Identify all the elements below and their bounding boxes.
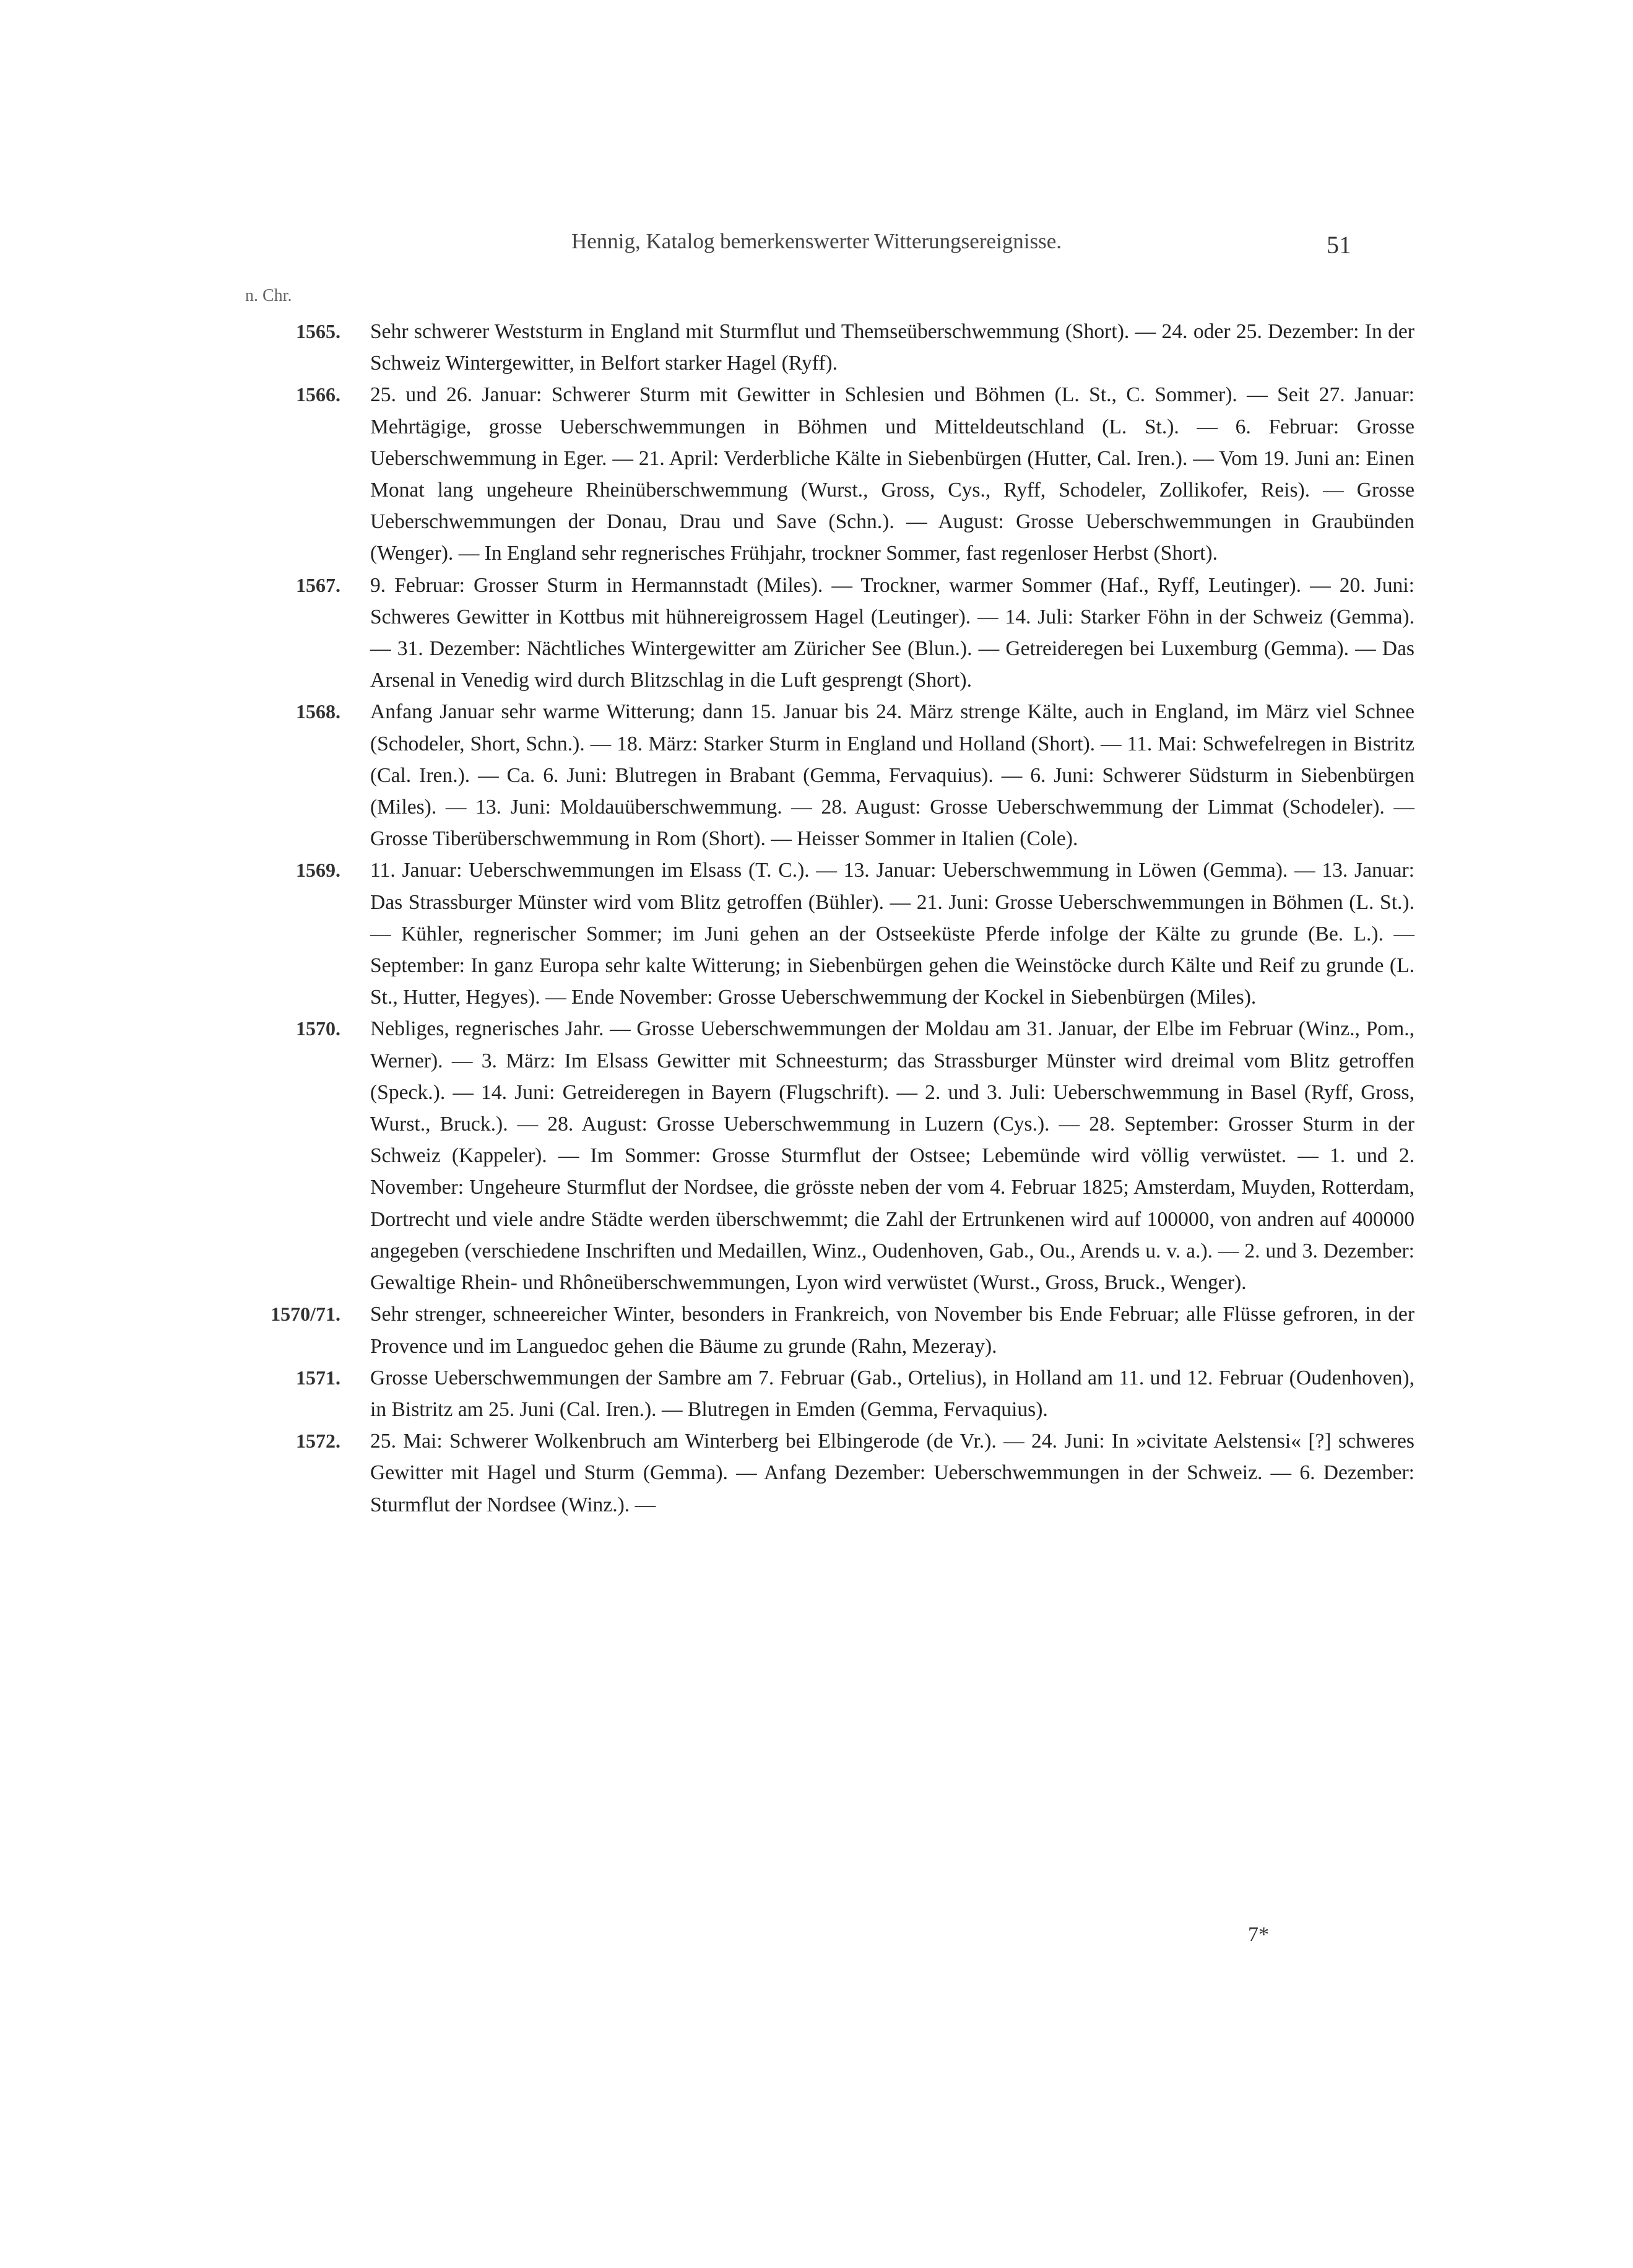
signature-mark: 7*	[1248, 1923, 1269, 1946]
era-label: n. Chr.	[245, 286, 292, 305]
entry-text: Sehr schwerer Weststurm in England mit Sturmflut und Themseüberschwemmung (Short). — 24. oder 25. Dezember: In der Schweiz Wintergewitter, in Belfort starker Hagel (Ryff).	[370, 320, 1414, 375]
entry-1567	[235, 570, 1414, 697]
entry-year: 1568.	[296, 700, 340, 723]
entry-1570	[235, 1013, 1414, 1298]
entry-year: 1571.	[296, 1366, 340, 1389]
entry-year: 1572.	[296, 1430, 340, 1453]
entry-text: Nebliges, regnerisches Jahr. — Grosse Ueberschwemmungen der Moldau am 31. Januar, der Elbe im Februar (Winz., Pom., Werner). — 3. März: Im Elsass Gewitter mit Schneesturm; das Strassburger Münster wird dreimal vom Blitz getroffen (Speck.). — 14. Juni: Getreideregen in Bayern (Flugschrift). — 2. und 3. Juli: Ueberschwemmung in Basel (Ryff, Gross, Wurst., Bruck.). — 28. August: Grosse Ueberschwemmung in Luzern (Cys.). — 28. September: Grosser Sturm in der Schweiz (Kappeler). — Im Sommer: Grosse Sturmflut der Ostsee; Lebemünde wird völlig verwüstet. — 1. und 2. November: Ungeheure Sturmflut der Nordsee, die grösste neben der vom 4. Februar 1825; Amsterdam, Muyden, Rotterdam, Dortrecht und viele andre Städte werden überschwemmt; die Zahl der Ertrunkenen wird auf 100000, von andren auf 400000 angegeben (verschiedene Inschriften und Medaillen, Winz., Oudenhoven, Gab., Ou., Arends u. v. a.). — 2. und 3. Dezember: Gewaltige Rhein- und Rhôneüberschwemmungen, Lyon wird verwüstet (Wurst., Gross, Bruck., Wenger).	[370, 1017, 1414, 1295]
entry-text: 9. Februar: Grosser Sturm in Hermannstadt (Miles). — Trockner, warmer Sommer (Haf., Ryff, Leutinger). — 20. Juni: Schweres Gewitter in Kottbus mit hühnereigrossem Hagel (Leutinger). — 14. Juli: Starker Föhn in der Schweiz (Gemma). — 31. Dezember: Nächtliches Wintergewitter am Züricher See (Blun.). — Getreideregen bei Luxemburg (Gemma). — Das Arsenal in Venedig wird durch Blitzschlag in die Luft gesprengt (Short).	[370, 573, 1414, 692]
entry-1568	[235, 696, 1414, 854]
entry-text: Grosse Ueberschwemmungen der Sambre am 7. Februar (Gab., Ortelius), in Holland am 11. und 12. Februar (Oudenhoven), in Bistritz am 25. Juni (Cal. Iren.). — Blutregen in Emden (Gemma, Fervaquius).	[370, 1366, 1414, 1421]
entry-text: 25. Mai: Schwerer Wolkenbruch am Winterberg bei Elbingerode (de Vr.). — 24. Juni: In »civitate Aelstensi« [?] schweres Gewitter mit Hagel und Sturm (Gemma). — Anfang Dezember: Ueberschwemmungen in der Schweiz. — 6. Dezember: Sturmflut der Nordsee (Winz.). —	[370, 1430, 1414, 1516]
entry-text: 25. und 26. Januar: Schwerer Sturm mit Gewitter in Schlesien und Böhmen (L. St., C. Sommer). — Seit 27. Januar: Mehrtägige, grosse Ueberschwemmungen in Böhmen und Mitteldeutschland (L. St.). — 6. Februar: Grosse Ueberschwemmung in Eger. — 21. April: Verderbliche Kälte in Siebenbürgen (Hutter, Cal. Iren.). — Vom 19. Juni an: Einen Monat lang ungeheure Rheinüberschwemmung (Wurst., Gross, Cys., Ryff, Schodeler, Zollikofer, Reis). — Grosse Ueberschwemmungen der Donau, Drau und Save (Schn.). — August: Grosse Ueberschwemmungen in Graubünden (Wenger). — In England sehr regnerisches Frühjahr, trockner Sommer, fast regenloser Herbst (Short).	[370, 383, 1414, 565]
entry-year: 1567.	[296, 573, 340, 596]
running-title: Hennig, Katalog bemerkenswerter Witterungsereignisse.	[571, 229, 1062, 253]
entry-text: Sehr strenger, schneereicher Winter, besonders in Frankreich, von November bis Ende Februar; alle Flüsse gefroren, in der Provence und im Languedoc gehen die Bäume zu grunde (Rahn, Mezeray).	[370, 1303, 1414, 1358]
entry-1565	[235, 316, 1414, 379]
entry-1571	[235, 1362, 1414, 1425]
entry-year: 1569.	[296, 859, 340, 882]
entry-1570-71	[235, 1298, 1414, 1362]
entry-1566	[235, 379, 1414, 569]
entry-year: 1570.	[296, 1017, 340, 1040]
entry-list	[235, 316, 1414, 1521]
page-number: 51	[1327, 231, 1351, 259]
entry-text: 11. Januar: Ueberschwemmungen im Elsass (T. C.). — 13. Januar: Ueberschwemmung in Löwen (Gemma). — 13. Januar: Das Strassburger Münster wird vom Blitz getroffen (Bühler). — 21. Juni: Grosse Ueberschwemmungen in Böhmen (L. St.). — Kühler, regnerischer Sommer; im Juni gehen an der Ostseeküste Pferde infolge der Kälte zu grunde (Be. L.). — September: In ganz Europa sehr kalte Witterung; in Siebenbürgen gehen die Weinstöcke durch Kälte und Reif zu grunde (L. St., Hutter, Hegyes). — Ende November: Grosse Ueberschwemmung der Kockel in Siebenbürgen (Miles).	[370, 859, 1414, 1009]
entry-1569	[235, 854, 1414, 1013]
entry-year: 1570/71.	[271, 1303, 340, 1326]
entry-1572	[235, 1425, 1414, 1521]
entry-year: 1565.	[296, 320, 340, 342]
entry-year: 1566.	[296, 383, 340, 406]
entry-text: Anfang Januar sehr warme Witterung; dann 15. Januar bis 24. März strenge Kälte, auch in England, im März viel Schnee (Schodeler, Short, Schn.). — 18. März: Starker Sturm in England und Holland (Short). — 11. Mai: Schwefelregen in Bistritz (Cal. Iren.). — Ca. 6. Juni: Blutregen in Brabant (Gemma, Fervaquius). — 6. Juni: Schwerer Südsturm in Siebenbürgen (Miles). — 13. Juni: Moldauüberschwemmung. — 28. August: Grosse Ueberschwemmung der Limmat (Schodeler). — Grosse Tiberüberschwemmung in Rom (Short). — Heisser Sommer in Italien (Cole).	[370, 700, 1414, 851]
